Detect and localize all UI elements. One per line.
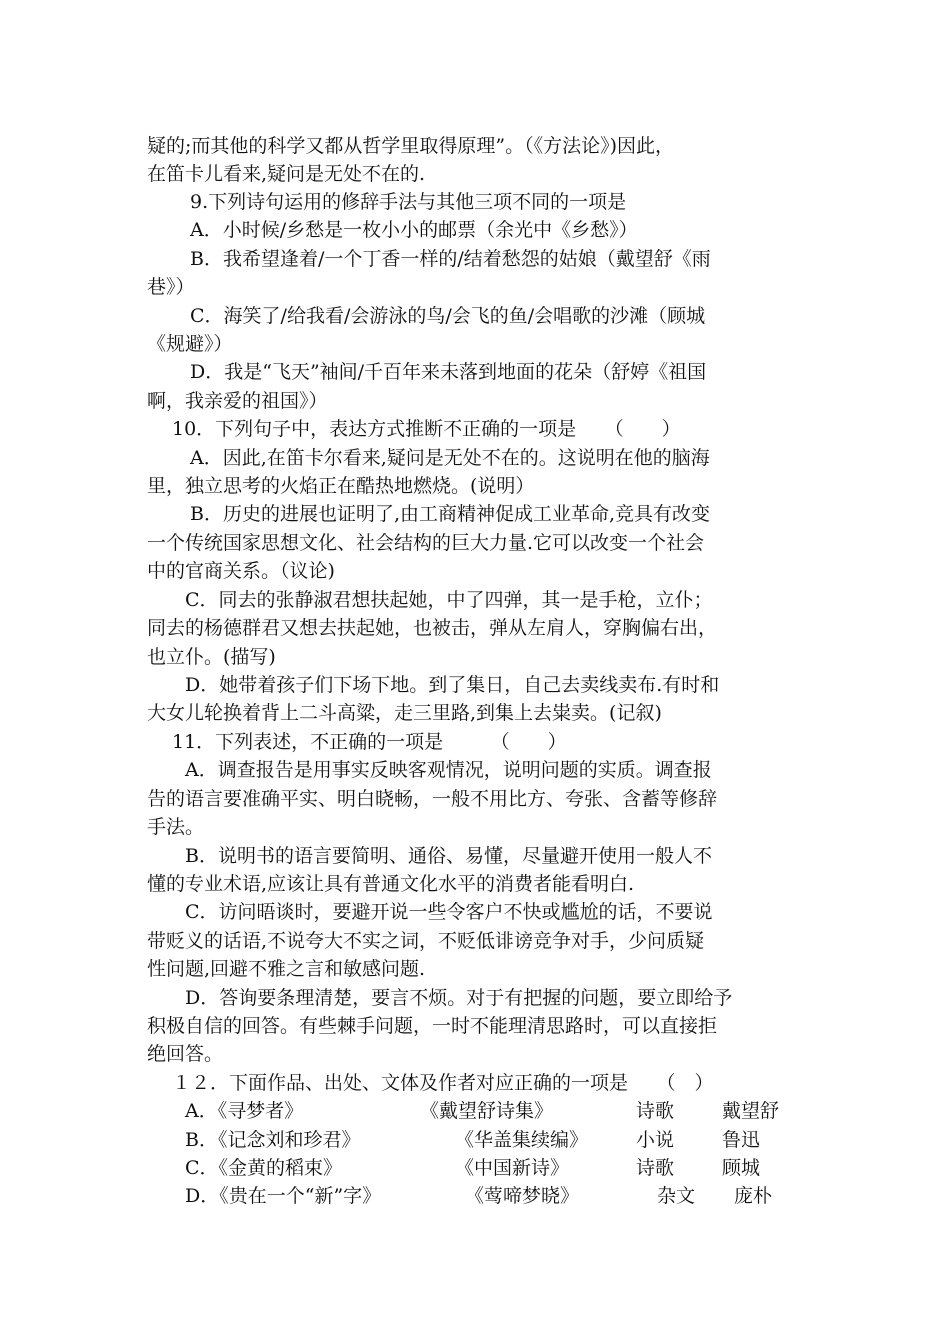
question-12-source-d: 《莺啼梦晓》: [465, 1185, 580, 1207]
question-9-option-b-cont: 巷》）: [147, 276, 195, 298]
question-11-option-c-cont-2: 性问题,回避不雅之言和敏感问题.: [147, 958, 426, 980]
question-10-option-d-cont: 大女儿轮换着背上二斗高粱，走三里路,到集上去粜卖。(记叙): [147, 702, 662, 724]
question-11-option-d: D．答询要条理清楚，要言不烦。对于有把握的问题，要立即给予: [185, 987, 733, 1009]
question-12-author-d: 庞朴: [734, 1185, 773, 1207]
question-10-stem: 10．下列句子中，表达方式推断不正确的一项是 （ ）: [172, 418, 681, 440]
question-12-author-b: 鲁迅: [722, 1129, 761, 1151]
question-10-option-b-cont-1: 一个传统国家思想文化、社会结构的巨大力量.它可以改变一个社会: [147, 532, 705, 554]
question-12-genre-b: 小说: [636, 1129, 675, 1151]
question-11-option-d-cont-2: 绝回答。: [147, 1043, 224, 1065]
question-9-option-c: C．海笑了/给我看/会游泳的鸟/会飞的鱼/会唱歌的沙滩（顾城: [190, 305, 706, 327]
question-12-stem: １２．下面作品、出处、文体及作者对应正确的一项是 （ ）: [172, 1072, 714, 1094]
question-12-genre-c: 诗歌: [636, 1157, 675, 1179]
question-12-source-c: 《中国新诗》: [455, 1157, 570, 1179]
question-9-option-d: D．我是“飞天”袖间/千百年来未落到地面的花朵（舒婷《祖国: [190, 361, 707, 383]
question-12-source-a: 《戴望舒诗集》: [420, 1100, 554, 1122]
question-9-option-c-cont: 《规避》）: [147, 333, 233, 355]
question-12-author-a: 戴望舒: [722, 1100, 780, 1122]
question-12-option-c: C．《金黄的稻束》: [185, 1157, 343, 1179]
question-10-option-c-cont-2: 也立仆。(描写): [147, 646, 276, 668]
intro-line-1: 疑的;而其他的科学又都从哲学里取得原理”。（《方法论》)因此，: [147, 135, 675, 157]
question-11-option-c: C．访问晤谈时，要避开说一些令客户不快或尴尬的话，不要说: [185, 901, 713, 923]
question-12-option-d: D．《贵在一个“新”字》: [185, 1185, 382, 1207]
question-9-option-d-cont: 啊，我亲爱的祖国》）: [147, 390, 328, 412]
question-11-option-c-cont-1: 带贬义的话语,不说夸大不实之词，不贬低诽谤竞争对手，少问质疑: [147, 930, 705, 952]
question-10-option-c: C．同去的张静淑君想扶起她，中了四弹，其一是手枪，立仆；: [185, 589, 713, 611]
question-11-option-a-cont-1: 告的语言要准确平实、明白晓畅，一般不用比方、夸张、含蓄等修辞: [147, 788, 718, 810]
question-10-option-a: A．因此,在笛卡尔看来,疑问是无处不在的。这说明在他的脑海: [190, 447, 710, 469]
question-11-option-d-cont-1: 积极自信的回答。有些棘手问题，一时不能理清思路时，可以直接拒: [147, 1015, 718, 1037]
question-10-option-c-cont-1: 同去的杨德群君又想去扶起她，也被击，弹从左肩人，穿胸偏右出，: [147, 617, 718, 639]
question-12-option-a: A．《寻梦者》: [185, 1100, 304, 1122]
question-9-option-b: B．我希望逢着/一个丁香一样的/结着愁怨的姑娘（戴望舒《雨: [190, 248, 711, 270]
question-11-option-a: A．调查报告是用事实反映客观情况，说明问题的实质。调查报: [185, 759, 712, 781]
question-12-source-b: 《华盖集续编》: [455, 1129, 589, 1151]
question-11-stem: 11．下列表述，不正确的一项是 （ ）: [172, 731, 567, 753]
question-10-option-d: D．她带着孩子们下场下地。到了集日，自己去卖线卖布.有时和: [185, 674, 720, 696]
question-11-option-b-cont: 懂的专业术语,应该让具有普通文化水平的消费者能看明白.: [147, 873, 635, 895]
question-12-genre-a: 诗歌: [636, 1100, 675, 1122]
question-12-genre-d: 杂文: [657, 1185, 696, 1207]
question-9-option-a: A．小时候/乡愁是一枚小小的邮票（余光中《乡愁》）: [190, 219, 638, 241]
question-12-author-c: 顾城: [722, 1157, 761, 1179]
question-12-option-b: B．《记念刘和珍君》: [185, 1129, 361, 1151]
question-10-option-a-cont: 里，独立思考的火焰正在酷热地燃烧。(说明）: [147, 475, 535, 497]
question-9-stem: 9.下列诗句运用的修辞手法与其他三项不同的一项是: [190, 191, 627, 213]
question-11-option-b: B．说明书的语言要简明、通俗、易懂，尽量避开使用一般人不: [185, 845, 712, 867]
question-10-option-b-cont-2: 中的官商关系。（议论): [147, 560, 335, 582]
intro-line-2: 在笛卡儿看来,疑问是无处不在的.: [147, 163, 426, 185]
question-11-option-a-cont-2: 手法。: [147, 816, 205, 838]
question-10-option-b: B．历史的进展也证明了,由工商精神促成工业革命,竞具有改变: [190, 503, 711, 525]
